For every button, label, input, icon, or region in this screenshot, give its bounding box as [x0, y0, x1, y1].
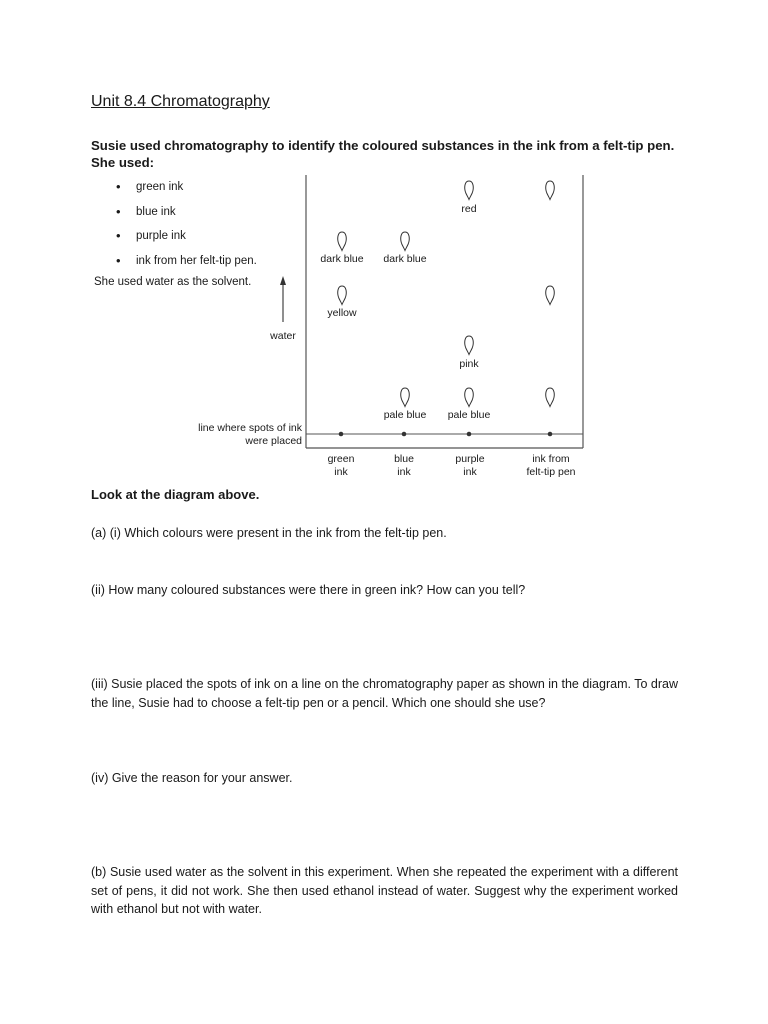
column-label: blue: [394, 453, 414, 465]
column-label: ink: [334, 466, 348, 478]
column-label: purple: [455, 453, 485, 465]
list-item: • blue ink: [116, 203, 176, 219]
column-label: ink: [463, 466, 477, 478]
dye-spot: [338, 232, 347, 251]
question-b: (b) Susie used water as the solvent in this experiment. When she repeated the experiment with a different set of pens, it did not work. She then used ethanol instead of water. Suggest why the experiment worked with ethanol but not with water.: [91, 865, 678, 916]
dye-spot: [401, 232, 410, 251]
dye-spot: [546, 181, 555, 200]
page-title: Unit 8.4 Chromatography: [91, 93, 270, 110]
question-a-iv: (iv) Give the reason for your answer.: [91, 771, 293, 785]
ink-spot: [467, 432, 472, 437]
dye-spot: [465, 336, 474, 355]
baseline-label: line where spots of ink: [198, 422, 302, 434]
column-label: green: [327, 453, 355, 465]
dye-spot: [401, 388, 410, 407]
bullet-icon: •: [116, 179, 121, 194]
spot-label-yellow: yellow: [327, 307, 357, 319]
question-a-iii: (iii) Susie placed the spots of ink on a line on the chromatography paper as shown in the diagram. To draw the line, Susie had to choose a felt-tip pen or a pencil. Which one should she use?: [91, 677, 678, 710]
spot-label-pale-blue: pale blue: [383, 409, 427, 421]
dye-spot: [338, 286, 347, 305]
bullet-icon: •: [116, 228, 121, 243]
dye-spot: [465, 181, 474, 200]
column-label: ink from: [532, 453, 570, 465]
ink-spot: [548, 432, 553, 437]
spot-label-dark-blue: dark blue: [320, 253, 364, 265]
baseline-label: were placed: [245, 435, 302, 447]
list-item: • purple ink: [116, 228, 186, 243]
intro-text: Susie used chromatography to identify the coloured substances in the ink from a felt-tip pen. She used:: [91, 138, 675, 170]
ink-spot: [339, 432, 344, 437]
spot-label-pink: pink: [459, 358, 479, 370]
chromatography-diagram: [180, 170, 600, 490]
spot-label-red: red: [461, 203, 477, 215]
spot-label-dark-blue: dark blue: [383, 253, 427, 265]
solvent-note: She used water as the solvent.: [94, 276, 252, 288]
dye-spot: [546, 388, 555, 407]
question-a-ii: (ii) How many coloured substances were there in green ink? How can you tell?: [91, 583, 526, 597]
list-item: • ink from her felt-tip pen.: [116, 252, 257, 268]
list-item: • green ink: [116, 179, 184, 194]
instruction-heading: Look at the diagram above.: [91, 487, 260, 502]
bullet-icon: •: [116, 252, 121, 268]
water-label: water: [270, 330, 296, 342]
bullet-icon: •: [116, 203, 121, 219]
dye-spot: [546, 286, 555, 305]
dye-spot: [465, 388, 474, 407]
column-label: ink: [397, 466, 411, 478]
spot-label-pale-blue: pale blue: [447, 409, 491, 421]
ink-spot: [402, 432, 407, 437]
column-label: felt-tip pen: [526, 466, 576, 478]
arrow-head-icon: [280, 276, 286, 285]
question-a-i: (a) (i) Which colours were present in the ink from the felt-tip pen.: [91, 526, 447, 540]
